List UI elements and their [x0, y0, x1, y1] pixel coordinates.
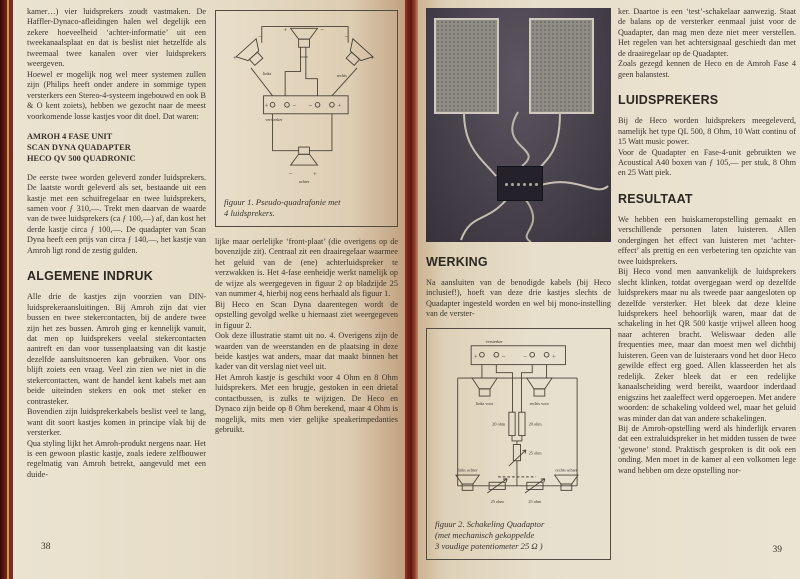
paragraph: Qua styling lijkt het Amroh-produkt nergens naar. Het is een gewoon plastic kastje, zoals iedere zelfbouwer regelmatig van Amroh betrekt, aangevuld met een duide- — [27, 438, 206, 479]
fig1-minus-sign: − — [344, 34, 349, 42]
fig2-minus-sign: − — [523, 353, 528, 361]
book-spine — [405, 0, 418, 579]
photo-wires — [426, 8, 611, 242]
paragraph: Alle drie de kastjes zijn voorzien van DIN-luidsprekeraansluitingen. Bij Amroh zijn dat vier bussen en twee stekercontacten, bij de andere twee zijn het zes bussen. Amroh ging er kennelijk vanuit, dat men op luidsprekers veelal stekercontacten aantreft en dan voor tussenplaatsing van dit kastje dezelfde aansluitsnoeren kan gebruiken. Voor ons blijft zoiets een vraag. Veel zin zien we niet in die stekercontacten, want de handel kent kabels met aan beide uiteinden stekers en ook met steker en contrasteker. — [27, 292, 206, 406]
fig2-label-25ohm-left: 25 ohm — [490, 498, 504, 504]
caption-line: (met mechanisch gekoppelde — [435, 529, 535, 540]
paragraph: Voor de Quadapter en Fase-4-unit gebruikten we Acoustical A40 boxen van ƒ 105,— per stuk, 8 Ohm en 25 Watt piek. — [618, 147, 796, 178]
paragraph: De eerste twee worden geleverd zonder luidsprekers. De laatste wordt geleverd als set, bestaande uit een kastje met een schuifregelaar en twee luidsprekers, samen voor ƒ 310,—. Trekt men daarvan de waarde van de twee luidsprekers (ca ƒ 100,—) af, dan kost het derde kastje circa ƒ 100,—. De quadapter van Scan Dyna heeft een prijs van circa ƒ 140,—, het kastje van Amroh ligt rond de zestig gulden. — [27, 172, 206, 255]
fig2-label-25ohm-mid: 25 ohm — [528, 450, 542, 456]
product-item: AMROH 4 FASE UNIT — [27, 131, 113, 141]
page-left — [13, 0, 405, 579]
caption-line: figuur 1. Pseudo-quadrafonie met — [224, 197, 341, 207]
fig2-label-rechts-achter: rechts achter — [555, 467, 578, 473]
product-list — [27, 131, 206, 165]
fig1-label-rechts: rechts — [336, 72, 347, 78]
paragraph: Ook deze illustratie stamt uit no. 4. Overigens zijn de waarden van de weerstanden en de plaatsing in deze beide kastjes wat anders, maar dat maakt binnen het kader van dit verslag niet veel uit. — [215, 331, 398, 372]
page-number: 38 — [41, 542, 51, 552]
fig2-label-25ohm-right: 25 ohm — [528, 498, 542, 504]
figure-1-schematic — [224, 17, 385, 189]
fig1-plus-sign: + — [313, 170, 317, 178]
photo-adapter-box — [497, 166, 543, 201]
heading-algemene-indruk: ALGEMENE INDRUK — [27, 269, 153, 284]
fig1-plus-sign: + — [337, 102, 342, 110]
paragraph: kamer…) vier luidsprekers zoudt vastmaken. De Haffler-Dynaco-afleidingen halen wel degelijk een zekere hoeveelheid ‘achter-informatie’ uit een tweekanaalsplaat en dat is beslist niet hetzelfde als tweemaal twee kanalen over vier luidsprekers weergeven. — [27, 7, 206, 69]
fig1-plus-sign: + — [264, 102, 269, 110]
left-page-column-1 — [27, 7, 206, 480]
page-number: 39 — [772, 545, 782, 555]
book-cover-edge — [0, 0, 13, 579]
fig1-plus-sign: + — [232, 54, 237, 62]
paragraph: Bij de Heco worden luidsprekers meegeleverd, namelijk het type QL 500, 8 Ohm, 10 Watt continu of 15 Watt music power. — [618, 116, 796, 147]
heading-resultaat: RESULTAAT — [618, 191, 693, 206]
product-item: HECO QV 500 QUADRONIC — [27, 154, 136, 164]
fig1-minus-sign: − — [292, 102, 297, 110]
caption-line: figuur 2. Schakeling Quadaptor — [435, 518, 545, 529]
fig1-minus-sign: − — [308, 102, 313, 110]
fig2-label-20ohm-right: 20 ohm — [528, 421, 542, 427]
fig1-plus-sign: + — [283, 26, 288, 34]
page-right — [418, 0, 800, 579]
figure-2 — [426, 328, 611, 560]
heading-werking: WERKING — [426, 255, 488, 269]
paragraph: Bij de Amroh-opstelling werd als hinderlijk ervaren dat een extraluidspreker in het midden tussen de twee ‘gewone’ stond. Praktisch gesproken is dit ook een onding. Men moet in de kamer al een volkomen lege wand hebben om deze opstelling nor- — [618, 423, 796, 475]
figure-2-caption — [435, 519, 602, 552]
fig1-label-voor: voor — [300, 54, 308, 60]
cover-accent-line — [7, 0, 9, 579]
fig2-label-20ohm-left: 20 ohm — [492, 421, 506, 427]
paragraph: ker. Daartoe is een ‘test’-schakelaar aanwezig. Staat de balans op de versterker eenmaal juist voor de Quadapter, dan mag men deze niet meer verstellen. Het regelen van het achtersignaal geschiedt dan met de draairegelaar op de Quadapter. — [618, 7, 796, 58]
figure-1-caption — [224, 197, 389, 219]
fig2-label-rechts-voor: rechts voor — [529, 400, 550, 406]
paragraph: We hebben een huiskameropstelling gemaakt en verschillende personen laten luisteren. Allen ondergingen het effect van luisteren met ‘achter-effect’ als prettig en een verbetering ten opzichte van twee luidsprekers. — [618, 214, 796, 266]
fig2-label-links-voor: links voor — [475, 400, 494, 406]
fig1-minus-sign: − — [320, 26, 325, 34]
right-page-column-2 — [618, 7, 796, 476]
figure-2-schematic — [435, 335, 598, 511]
adapter-knobs — [505, 183, 508, 186]
heading-luidsprekers: LUIDSPREKERS — [618, 93, 719, 108]
fig1-plus-sign: + — [370, 54, 375, 62]
paragraph: Bovendien zijn luidsprekerkabels beslist veel te lang, want dit soort kastjes komen in principe vlak bij de versterker. — [27, 407, 206, 438]
paragraph: lijke maar oerlelijke ‘front-plaat’ (die overigens op de bovenzijde zit). Centraal zit een draairegelaar waarmee het geluid van de (ene) achterluidspreker te verzwakken is. Het 4-fase eenheidje werkt namelijk op de wijze als weergegeven in figuur 2 op bladzijde 25 van nummer 4, hierbij nog eens herhaald als figuur 1. — [215, 237, 398, 299]
fig2-plus-sign: + — [473, 353, 478, 361]
product-item: SCAN DYNA QUADAPTER — [27, 143, 131, 153]
fig2-plus-sign: + — [551, 353, 556, 361]
paragraph: Bij Heco vond men aanvankelijk de luidsprekers slecht klinken, totdat overgegaan werd op dezelfde luidsprekers maar nu als tweede paar aangesloten op dezelfde versterker. Het bleek dat deze kleine luidsprekers heel behoorlijk waren, maar dat de schakeling in het QR 500 kastje vrijwel alleen hoog naar achteren bracht. Weliswaar deden alle frequenties mee, maar dan moest men wel dichtbij luisteren. Geen van de luisteraars vond het door Heco gewilde effect erg goed. Allen klasseerden het als redelijk. Zeker bleek dat er een redelijke kanaalscheiding werd bereikt, waardoor inderdaad enigszins het zaaleffect werd opgeroepen. Met andere woorden: de schakeling voldeed wel, maar het geluid was minder dan dat van andere schakelingen. — [618, 267, 796, 423]
speakers-photo — [426, 8, 611, 242]
fig1-label-versterker: versterker — [265, 116, 283, 122]
caption-line: 4 luidsprekers. — [224, 208, 275, 218]
right-page-column-1 — [426, 8, 611, 560]
left-page-column-2 — [215, 8, 398, 436]
paragraph: Na aansluiten van de benodigde kabels (bij Heco inclusief!), hoeft van deze drie kastjes slechts de Quadapter ingesteld worden en wel bij mono-instelling van de verster- — [426, 278, 611, 319]
caption-line: 3 voudige potentiometer 25 Ω ) — [435, 540, 543, 551]
fig2-label-versterker: versterker — [485, 338, 503, 344]
paragraph: Zoals gezegd kennen de Heco en de Amroh Fase 4 geen balanstest. — [618, 59, 796, 79]
paragraph: Bij Heco en Scan Dyna daarentegen wordt de opstelling gevolgd welke u hiernaast ziet weergegeven in figuur 2. — [215, 299, 398, 330]
fig1-minus-sign: − — [288, 170, 293, 178]
fig1-label-achter: achter — [298, 179, 310, 185]
fig1-minus-sign: − — [258, 34, 262, 42]
fig2-minus-sign: − — [501, 353, 506, 361]
paragraph: Het Amroh kastje is geschikt voor 4 Ohm en 8 Ohm luidsprekers. Met een brugje, gestoken in een drietal contactbussen, is zulks te wijzigen. De Heco en Dynaco zijn beide op 8 Ohm berekend, maar 4 Ohm is mogelijk, mits men vier gelijke speakerimpedanties gebruikt. — [215, 372, 398, 435]
fig1-label-links: links — [262, 71, 272, 77]
paragraph: Hoewel er mogelijk nog wel meer systemen zullen zijn (Philips heeft onder andere in sommige typen versterkers een Stereo-4-systeem ingebouwd en ook B & O kent zoiets), hebben we gezocht naar de meest voorkomende losse kastjes voor dit doel. Dat waren: — [27, 69, 206, 121]
fig2-label-links-achter: links achter — [457, 467, 478, 473]
figure-1 — [215, 10, 398, 227]
